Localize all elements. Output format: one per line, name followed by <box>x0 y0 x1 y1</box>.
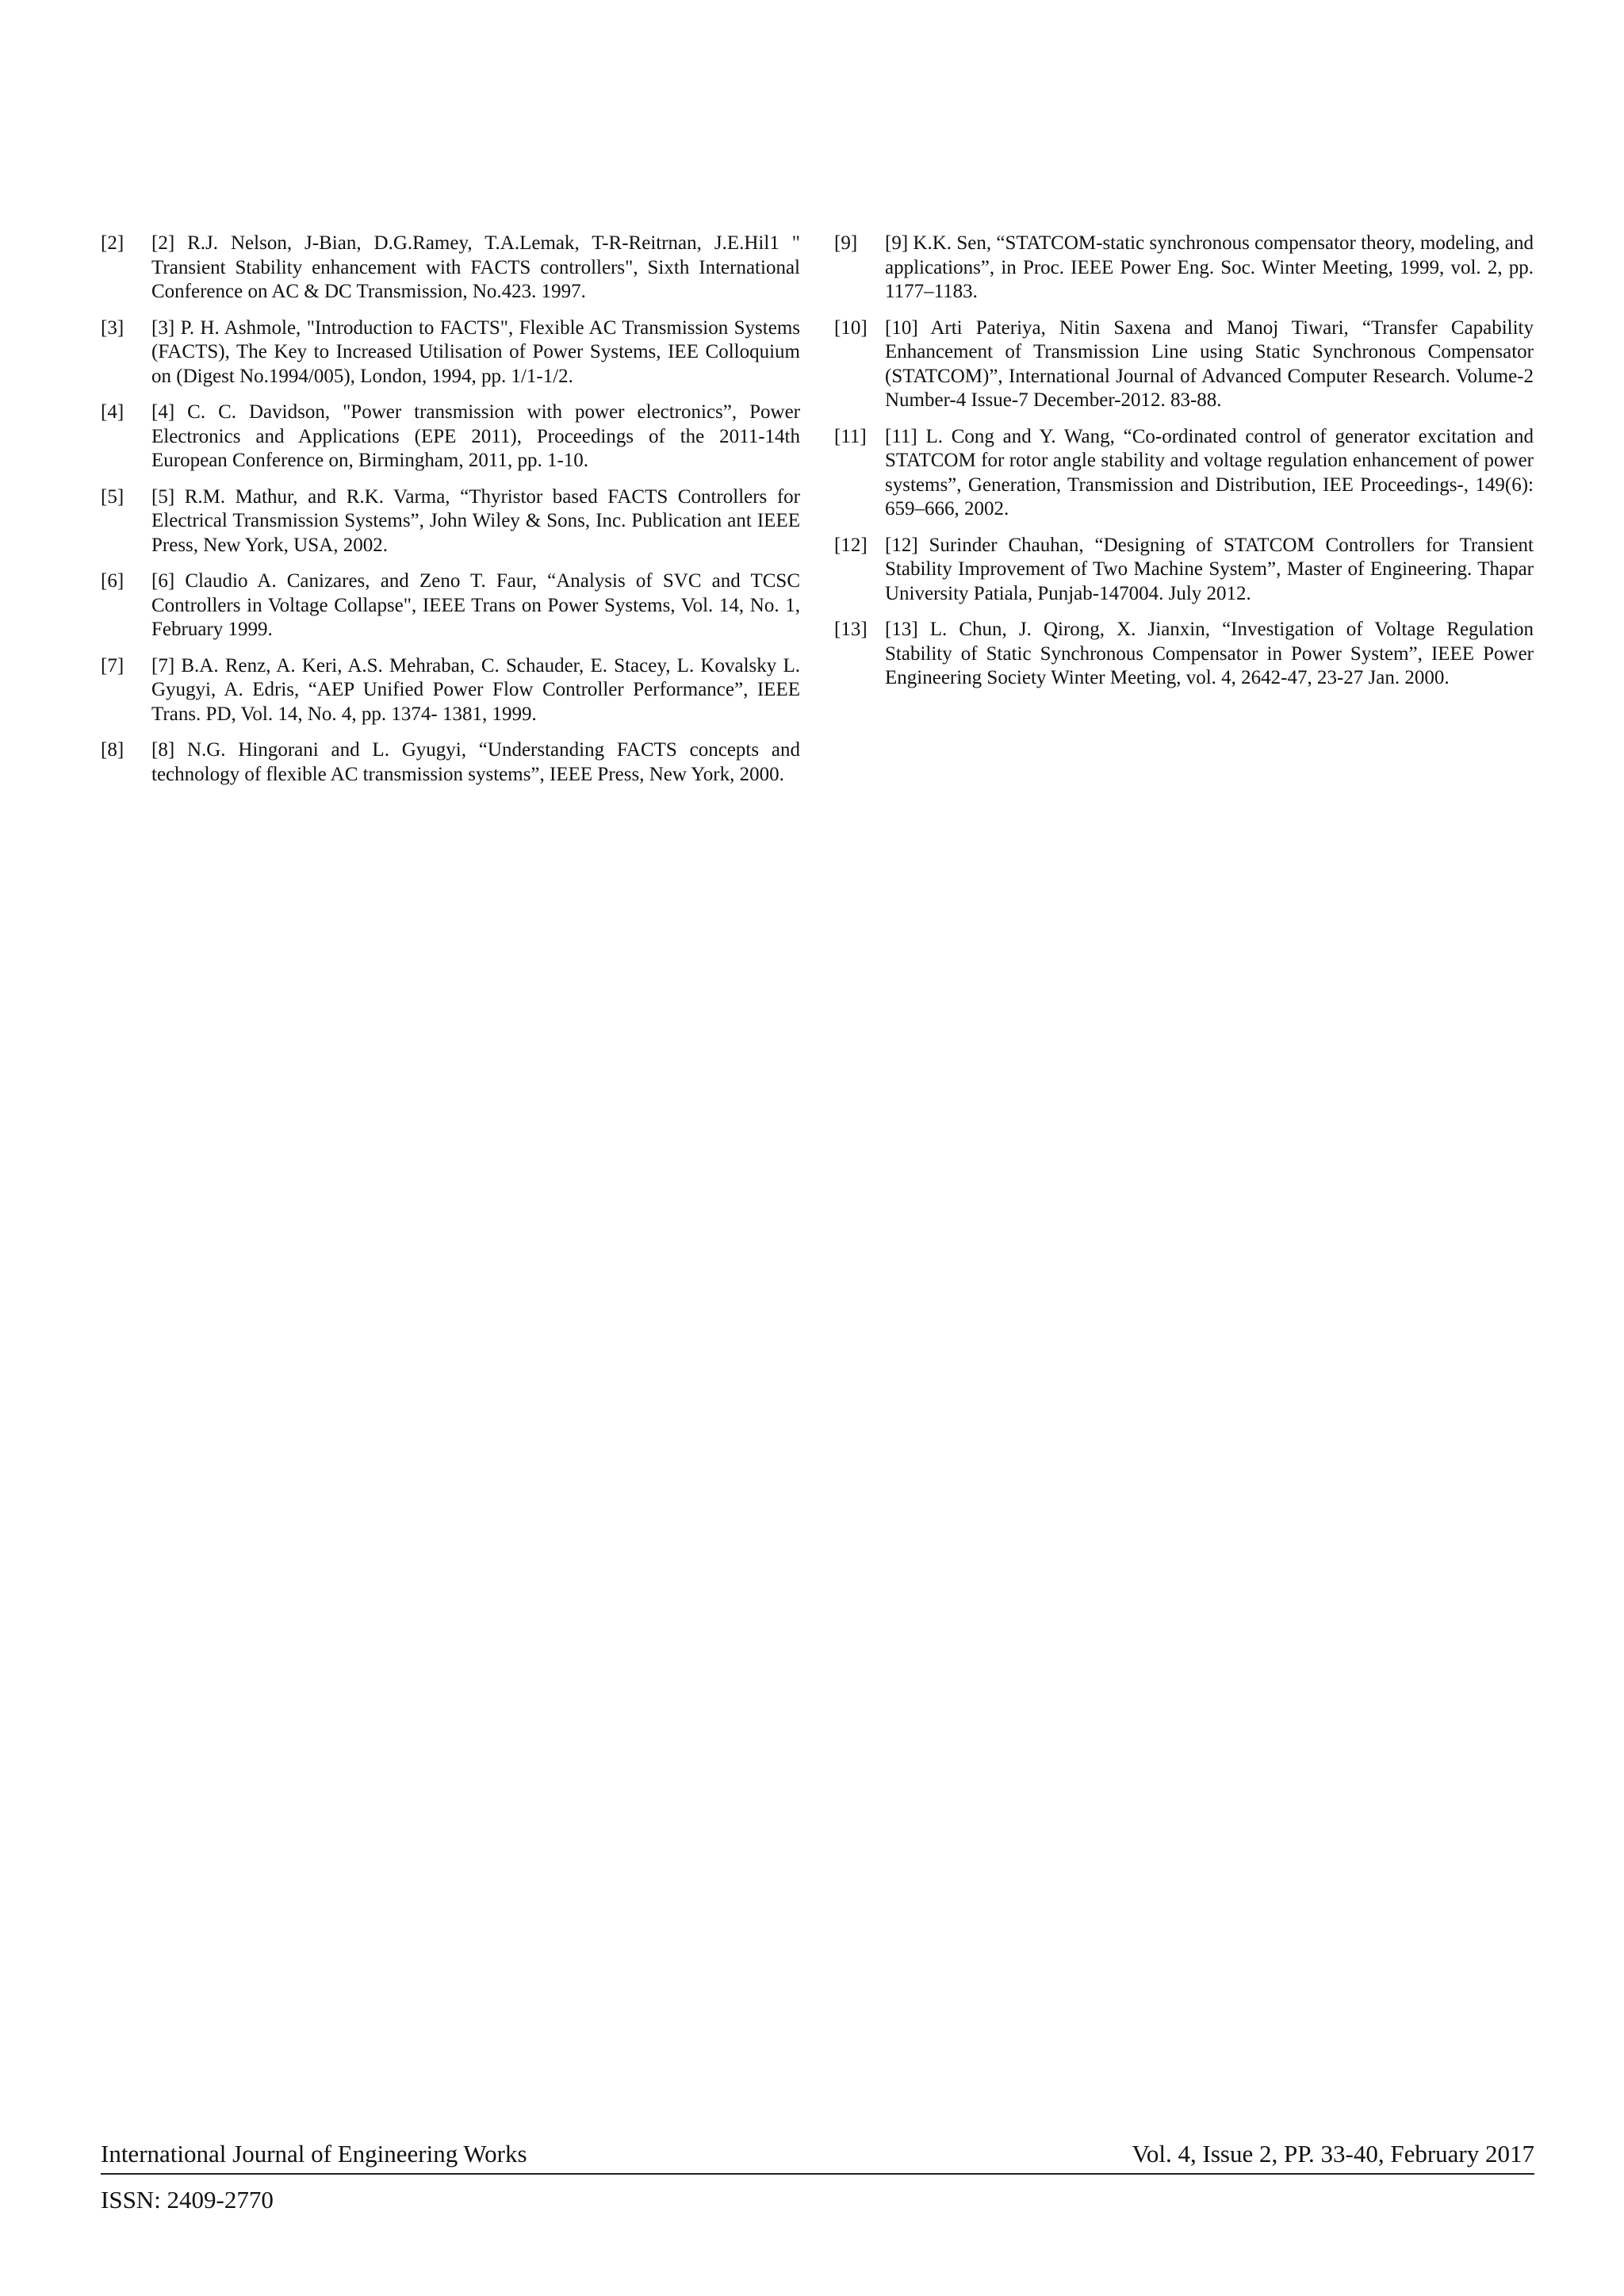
reference-text: [3] P. H. Ashmole, "Introduction to FACTS", Flexible AC Transmission Systems (FACTS), The Key to Increased Utilisation of Power Systems, IEE Colloquium on (Digest No.1994/005), London, 1994, pp. 1/1-1/2. <box>151 316 800 387</box>
reference-number: [12] <box>834 534 868 556</box>
reference-number: [5] <box>101 485 124 508</box>
reference-entry <box>101 232 800 305</box>
reference-entry <box>834 534 1534 607</box>
reference-text: [9] K.K. Sen, “STATCOM-static synchronous compensator theory, modeling, and applications”, in Proc. IEEE Power Eng. Soc. Winter Meeting, 1999, vol. 2, pp. 1177–1183. <box>885 232 1534 302</box>
reference-number: [13] <box>834 619 868 640</box>
reference-text: [4] C. C. Davidson, "Power transmission with power electronics”, Power Electronics and Applications (EPE 2011), Proceedings of the 2011-14th European Conference on, Birmingham, 2011, pp. 1-10. <box>151 401 800 471</box>
reference-text: [8] N.G. Hingorani and L. Gyugyi, “Understanding FACTS concepts and technology of flexible AC transmission systems”, IEEE Press, New York, 2000. <box>151 739 800 785</box>
reference-number: [3] <box>101 316 124 339</box>
reference-number: [4] <box>101 401 124 423</box>
reference-number: [6] <box>101 570 124 592</box>
journal-name: International Journal of Engineering Works <box>101 2140 527 2168</box>
page-footer <box>101 2138 1534 2216</box>
references-right-column <box>834 232 1534 703</box>
references-left-column <box>101 232 800 799</box>
reference-text: [11] L. Cong and Y. Wang, “Co-ordinated control of generator excitation and STATCOM for rotor angle stability and voltage regulation enhancement of power systems”, Generation, Transmission and Distribution, IEE Proceedings-, 149(6): 659–666, 2002. <box>885 425 1534 519</box>
volume-info: Vol. 4, Issue 2, PP. 33-40, February 2017 <box>1132 2140 1534 2168</box>
reference-number: [7] <box>101 654 124 677</box>
reference-entry <box>101 654 800 727</box>
reference-text: [10] Arti Pateriya, Nitin Saxena and Manoj Tiwari, “Transfer Capability Enhancement of Transmission Line using Static Synchronous Compensator (STATCOM)”, International Journal of Advanced Computer Research. Volume-2 Number-4 Issue-7 December-2012. 83-88. <box>885 316 1534 411</box>
reference-entry <box>834 618 1534 691</box>
reference-entry <box>101 316 800 389</box>
reference-number: [2] <box>101 232 124 254</box>
reference-text: [13] L. Chun, J. Qirong, X. Jianxin, “Investigation of Voltage Regulation Stability of Static Synchronous Compensator in Power System”, IEEE Power Engineering Society Winter Meeting, vol. 4, 2642-47, 23-27 Jan. 2000. <box>885 619 1534 688</box>
reference-number: [11] <box>834 425 867 447</box>
footer-divider <box>101 2173 1534 2175</box>
reference-entry <box>834 425 1534 522</box>
reference-text: [2] R.J. Nelson, J-Bian, D.G.Ramey, T.A.Lemak, T-R-Reitrnan, J.E.Hil1 " Transient Stability enhancement with FACTS controllers", Sixth International Conference on AC & DC Transmission, No.423. 1997. <box>151 232 800 302</box>
reference-entry <box>101 401 800 473</box>
reference-entry <box>834 232 1534 305</box>
reference-text: [7] B.A. Renz, A. Keri, A.S. Mehraban, C. Schauder, E. Stacey, L. Kovalsky L. Gyugyi, A. Edris, “AEP Unified Power Flow Controller Performance”, IEEE Trans. PD, Vol. 14, No. 4, pp. 1374- 1381, 1999. <box>151 654 800 725</box>
reference-number: [9] <box>834 232 858 254</box>
issn-number: ISSN: 2409-2770 <box>101 2186 274 2214</box>
reference-number: [10] <box>834 316 868 339</box>
reference-text: [6] Claudio A. Canizares, and Zeno T. Faur, “Analysis of SVC and TCSC Controllers in Voltage Collapse", IEEE Trans on Power Systems, Vol. 14, No. 1, February 1999. <box>151 570 800 640</box>
reference-text: [12] Surinder Chauhan, “Designing of STATCOM Controllers for Transient Stability Improvement of Two Machine System”, Master of Engineering. Thapar University Patiala, Punjab-147004. July 2012. <box>885 534 1534 604</box>
reference-text: [5] R.M. Mathur, and R.K. Varma, “Thyristor based FACTS Controllers for Electrical Transmission Systems”, John Wiley & Sons, Inc. Publication ant IEEE Press, New York, USA, 2002. <box>151 485 800 556</box>
reference-entry <box>834 316 1534 413</box>
reference-entry <box>101 569 800 642</box>
footer-header-row <box>101 2138 1534 2173</box>
reference-entry <box>101 738 800 787</box>
reference-number: [8] <box>101 739 124 761</box>
reference-entry <box>101 485 800 558</box>
